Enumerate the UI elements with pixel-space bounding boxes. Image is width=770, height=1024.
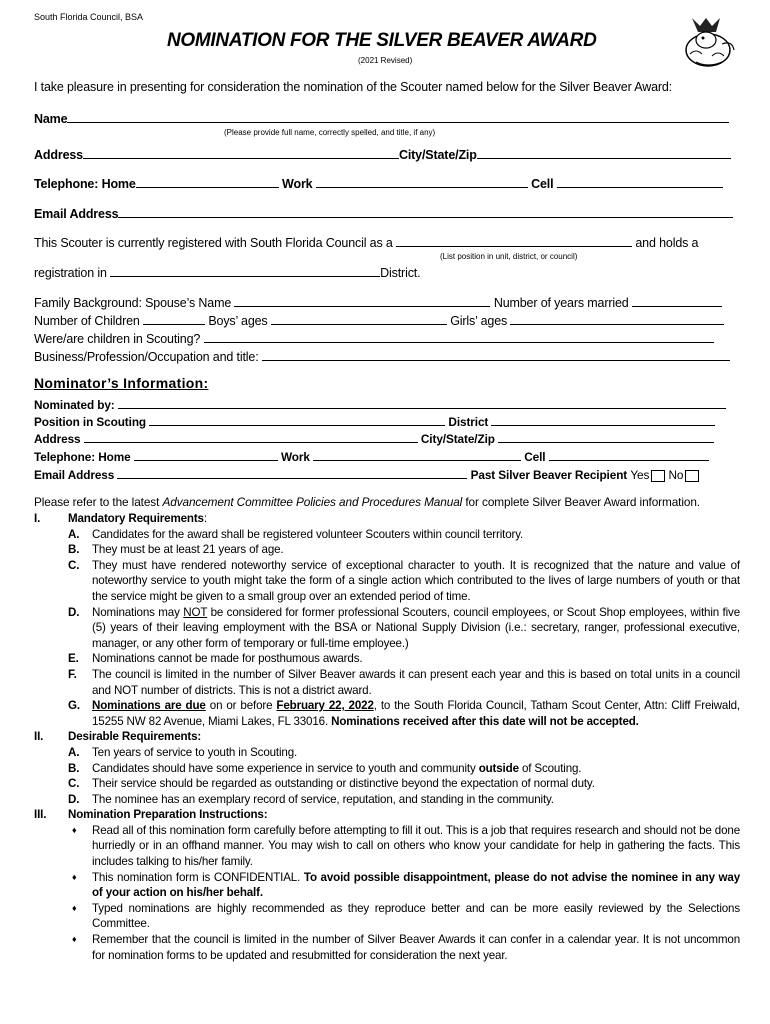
nominator-cell-label: Cell bbox=[524, 450, 546, 464]
years-married-label: Number of years married bbox=[493, 296, 629, 310]
section-mandatory: I. Mandatory Requirements: bbox=[34, 512, 207, 525]
address-label: Address bbox=[34, 148, 83, 162]
list-item: ♦ This nomination form is CONFIDENTIAL. To avoid possible disappointment, please do not advise the nominee in any way of your action on his/her behalf. bbox=[72, 870, 741, 900]
list-item: A. Candidates for the award shall be registered volunteer Scouters within council territory. bbox=[68, 527, 524, 541]
nominator-address-row[interactable] bbox=[34, 430, 714, 446]
diamond-bullet-icon: ♦ bbox=[72, 824, 77, 835]
nominated-by-row[interactable] bbox=[34, 396, 726, 412]
yes-checkbox[interactable] bbox=[651, 470, 665, 482]
revision-note: (2021 Revised) bbox=[358, 56, 413, 65]
diamond-bullet-icon: ♦ bbox=[72, 902, 77, 913]
past-recipient-label: Past Silver Beaver Recipient bbox=[470, 468, 628, 482]
spouse-row[interactable] bbox=[34, 294, 722, 310]
registered-row[interactable] bbox=[34, 234, 698, 250]
name-field[interactable] bbox=[34, 110, 729, 126]
nominator-email-row[interactable] bbox=[34, 466, 699, 482]
list-item: G. Nominations are due on or before February 22, 2022, to the South Florida Council, Tatham Scout Center, Attn: Cliff Freiwald, 15255 NW 82 Avenue, Miami Lakes, FL 33016. Nominations received after this date will not be accepted. bbox=[68, 699, 740, 728]
nominated-by-label: Nominated by: bbox=[34, 398, 115, 412]
children-row[interactable] bbox=[34, 312, 724, 328]
page-title: NOMINATION FOR THE SILVER BEAVER AWARD bbox=[167, 30, 597, 51]
business-label: Business/Profession/Occupation and title: bbox=[34, 350, 259, 364]
work-label: Work bbox=[282, 177, 313, 191]
address-row[interactable] bbox=[34, 146, 731, 162]
refer-text: Please refer to the latest Advancement Committee Policies and Procedures Manual for complete Silver Beaver Award information. bbox=[34, 495, 700, 509]
list-item: C. They must have rendered noteworthy service of exceptional character to youth. It is recognized that the nature and value of noteworthy service to youth might take the form of a single action which contributed to the lives of large numbers of youth or that the service might be given to a small group over an extended period of time. bbox=[68, 558, 740, 603]
registered-text: This Scouter is currently registered with South Florida Council as a bbox=[34, 236, 393, 250]
business-row[interactable] bbox=[34, 348, 730, 364]
boys-label: Boys’ ages bbox=[208, 314, 268, 328]
district-text: District. bbox=[380, 266, 421, 280]
nominator-address-label: Address bbox=[34, 432, 81, 446]
list-item: ♦ Remember that the council is limited in the number of Silver Beaver Awards it can confer in a calendar year. It is not uncommon for nomination forms to be updated and resubmitted for consideration the next year. bbox=[72, 933, 740, 962]
position-row[interactable] bbox=[34, 413, 715, 429]
list-item: B. They must be at least 21 years of age. bbox=[68, 543, 284, 557]
list-item: C. Their service should be regarded as outstanding or distinctive beyond the expectation of normal duty. bbox=[68, 777, 595, 791]
beaver-logo bbox=[676, 10, 738, 70]
nominator-work-label: Work bbox=[280, 450, 310, 464]
yes-label: Yes bbox=[630, 468, 650, 482]
no-checkbox[interactable] bbox=[685, 470, 699, 482]
telephone-row[interactable] bbox=[34, 175, 723, 191]
list-item: D. Nominations may NOT be considered for former professional Scouters, council employees, or Scout Shop employees, within five (5) years of their leaving employment with the BSA or National Supply Division (i.e.: secretary, ranger, professional executive, manager, or any other form of temporary or full-time employee.) bbox=[68, 605, 740, 650]
nominator-email-label: Email Address bbox=[34, 468, 115, 482]
position-label: Position in Scouting bbox=[34, 415, 147, 429]
nominator-tel-label: Telephone: Home bbox=[34, 450, 131, 464]
list-item: F. The council is limited in the number of Silver Beaver awards it can present each year and this is based on total units in a council and NOT number of districts. This is not a district award. bbox=[68, 667, 740, 697]
registration-text: registration in bbox=[34, 266, 107, 280]
requirements-list bbox=[34, 511, 740, 963]
children-label: Number of Children bbox=[34, 314, 140, 328]
list-item: ♦ Read all of this nomination form carefully before attempting to fill it out. This is a job that requires research and should not be done hurriedly or in an offhand manner. You may wish to call on others who know your candidate for help in gathering the facts. This includes talking to his/her family. bbox=[72, 823, 740, 869]
list-item: D. The nominee has an exemplary record of service, reputation, and standing in the community. bbox=[68, 792, 554, 806]
list-item: A. Ten years of service to youth in Scouting. bbox=[68, 745, 298, 759]
list-item: ♦ Typed nominations are highly recommended as they reproduce better and can be more easily reviewed by the Selections Committee. bbox=[72, 901, 740, 931]
holds-text: and holds a bbox=[635, 236, 699, 250]
cell-label: Cell bbox=[531, 177, 554, 191]
intro-text: I take pleasure in presenting for consideration the nomination of the Scouter named below for the Silver Beaver Award: bbox=[34, 80, 673, 94]
no-label: No bbox=[668, 468, 684, 482]
tel-home-label: Telephone: Home bbox=[34, 177, 136, 191]
manual-title: Advancement Committee Policies and Procedures Manual bbox=[162, 495, 463, 509]
registration-row[interactable] bbox=[34, 264, 420, 280]
nominator-heading: Nominator’s Information: bbox=[34, 375, 209, 391]
children-scouting-row[interactable] bbox=[34, 330, 714, 346]
diamond-bullet-icon: ♦ bbox=[72, 871, 77, 882]
section-desirable: II. Desirable Requirements: bbox=[34, 730, 202, 744]
list-item: B. Candidates should have some experience in service to youth and community outside of Scouting. bbox=[68, 761, 582, 775]
section-instructions: III. Nomination Preparation Instructions: bbox=[34, 808, 268, 822]
email-label: Email Address bbox=[34, 207, 119, 221]
city-label: City/State/Zip bbox=[398, 148, 477, 162]
district-label: District bbox=[448, 415, 489, 429]
name-label: Name bbox=[34, 112, 68, 126]
council-name: South Florida Council, BSA bbox=[34, 12, 144, 22]
nominator-telephone-row[interactable] bbox=[34, 448, 709, 464]
email-row[interactable] bbox=[34, 205, 733, 221]
children-scouting-label: Were/are children in Scouting? bbox=[34, 332, 201, 346]
spouse-label: Family Background: Spouse’s Name bbox=[34, 296, 232, 310]
name-hint: (Please provide full name, correctly spelled, and title, if any) bbox=[224, 128, 436, 137]
nominator-city-label: City/State/Zip bbox=[420, 432, 495, 446]
list-item: E. Nominations cannot be made for posthumous awards. bbox=[68, 652, 363, 666]
position-hint: (List position in unit, district, or council) bbox=[440, 252, 578, 261]
girls-label: Girls’ ages bbox=[450, 314, 508, 328]
diamond-bullet-icon: ♦ bbox=[72, 934, 77, 945]
